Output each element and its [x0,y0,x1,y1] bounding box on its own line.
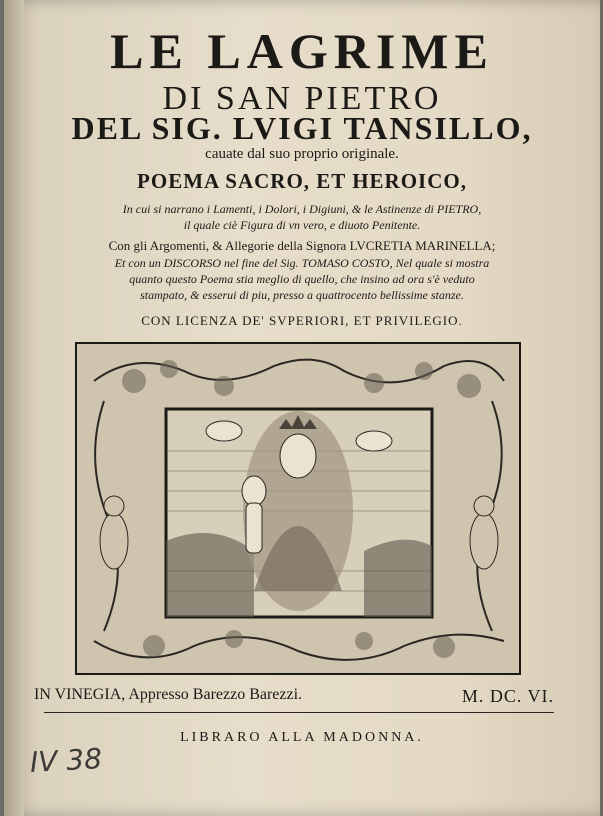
license-line: CON LICENZA DE' SVPERIORI, ET PRIVILEGIO. [141,313,463,328]
description-line-1: In cui si narrano i Lamenti, i Dolori, i Digiuni, & le Astinenze di PIETRO, [122,202,482,216]
divider-rule [44,712,554,713]
description-line-5: quanto questo Poema stia meglio di quello, che insino ad ora s'è veduto [129,272,475,286]
bookseller-line: LIBRARO ALLA MADONNA. [180,730,424,745]
engraved-frame-illustration [74,341,522,676]
description-line-2: il quale ciè Figura di vn vero, e diuoto Penitente. [183,218,421,232]
handwritten-shelfmark: IV 38 [29,742,103,779]
author-line: DEL SIG. LVIGI TANSILLO, [71,110,533,146]
title-page [4,0,600,816]
description-line-4: Et con un DISCORSO nel fine del Sig. TOMASO COSTO, Nel quale si mostra [114,256,490,270]
subtitle-line: DI SAN PIETRO [162,80,442,117]
description-line-3: Con gli Argomenti, & Allegorie della Signora LVCRETIA MARINELLA; [108,238,496,253]
description-line-6: stampato, & esserui di piu, presso a quattrocento bellissime stanze. [140,288,464,302]
imprint-place: IN VINEGIA, Appresso Barezzo Barezzi. [34,686,303,703]
genre-line: POEMA SACRO, ET HEROICO, [137,169,467,193]
imprint-line [34,686,554,704]
origin-line: cauate dal suo proprio originale. [205,146,399,162]
imprint-year: M. DC. VI. [461,686,554,706]
main-title: LE LAGRIME [110,23,494,79]
